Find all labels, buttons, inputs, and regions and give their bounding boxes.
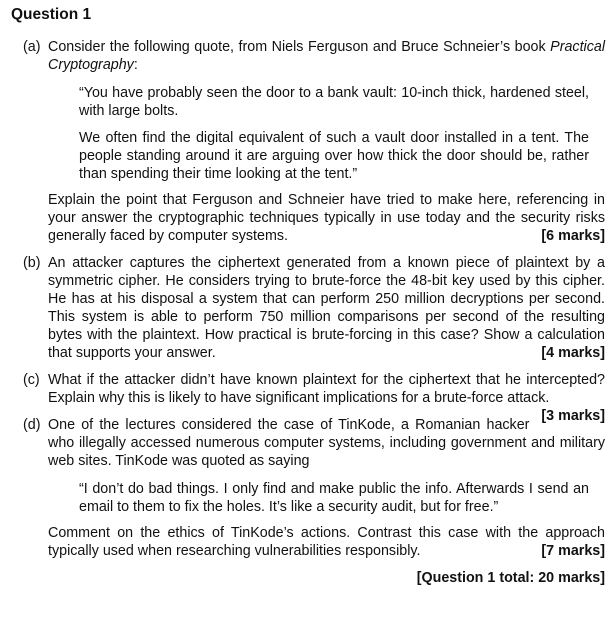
part-b-body xyxy=(48,254,605,362)
marks-badge: [6 marks] xyxy=(541,228,605,244)
part-a-intro-colon: : xyxy=(133,57,138,73)
part-d-intro: One of the lectures considered the case of TinKode, a Romanian hacker who illegally accessed numerous computer systems, including government and military web sites. TinKode was quoted as saying xyxy=(48,417,605,469)
part-label: (b) xyxy=(23,255,41,271)
part-a-intro xyxy=(48,38,605,74)
part-body-text: Comment on the ethics of TinKode’s actions. Contrast this case with the approach typically used when researching vulnerabilities responsibly. xyxy=(48,525,605,559)
quote-paragraph: We often find the digital equivalent of such a vault door installed in a tent. The people standing around it are arguing over how thick the door should be, rather than spending their time looking at the tent.” xyxy=(79,130,589,182)
part-d-body xyxy=(48,524,605,560)
marks-badge: [7 marks] xyxy=(541,543,605,559)
part-d xyxy=(11,416,605,560)
marks-badge: [3 marks] xyxy=(541,408,605,424)
question-title: Question 1 xyxy=(11,6,92,23)
marks-badge: [4 marks] xyxy=(541,345,605,361)
part-c xyxy=(11,371,605,424)
part-body-text: An attacker captures the ciphertext generated from a known piece of plaintext by a symmetric cipher. He considers trying to brute-force the 48-bit key used by this cipher. He has at his disposal a system that can perform 250 million decryptions per second. This system is able to perform 750 million comparisons per second of the resulting bytes with the plaintext. How practical is brute-forcing in this case? Show a calculation that supports your answer. xyxy=(48,255,605,361)
book-title: Practical Cryptography xyxy=(48,39,605,73)
part-a xyxy=(11,38,605,245)
part-body-text: What if the attacker didn’t have known plaintext for the ciphertext that he intercepted? Explain why this is likely to have significant implications for a brute-force attack. xyxy=(48,372,605,406)
quote-paragraph: “I don’t do bad things. I only find and make public the info. Afterwards I send an email to them to fix the holes. It’s like a security audit, but for free.” xyxy=(79,481,589,515)
quote-block xyxy=(79,84,589,183)
part-c-body xyxy=(48,371,605,424)
part-a-body xyxy=(48,191,605,245)
part-body-text: Explain the point that Ferguson and Schneier have tried to make here, referencing in your answer the cryptographic techniques typically in use today and the security risks generally faced by computer systems. xyxy=(48,192,605,244)
part-b xyxy=(11,254,605,362)
question-total: [Question 1 total: 20 marks] xyxy=(416,570,605,586)
part-label: (a) xyxy=(23,39,41,55)
quote-paragraph: “You have probably seen the door to a bank vault: 10-inch thick, hardened steel, with large bolts. xyxy=(79,85,589,119)
part-label: (d) xyxy=(23,417,41,433)
part-label: (c) xyxy=(23,372,40,388)
part-a-intro-text: Consider the following quote, from Niels Ferguson and Bruce Schneier’s book xyxy=(48,39,551,55)
quote-block xyxy=(79,480,589,516)
